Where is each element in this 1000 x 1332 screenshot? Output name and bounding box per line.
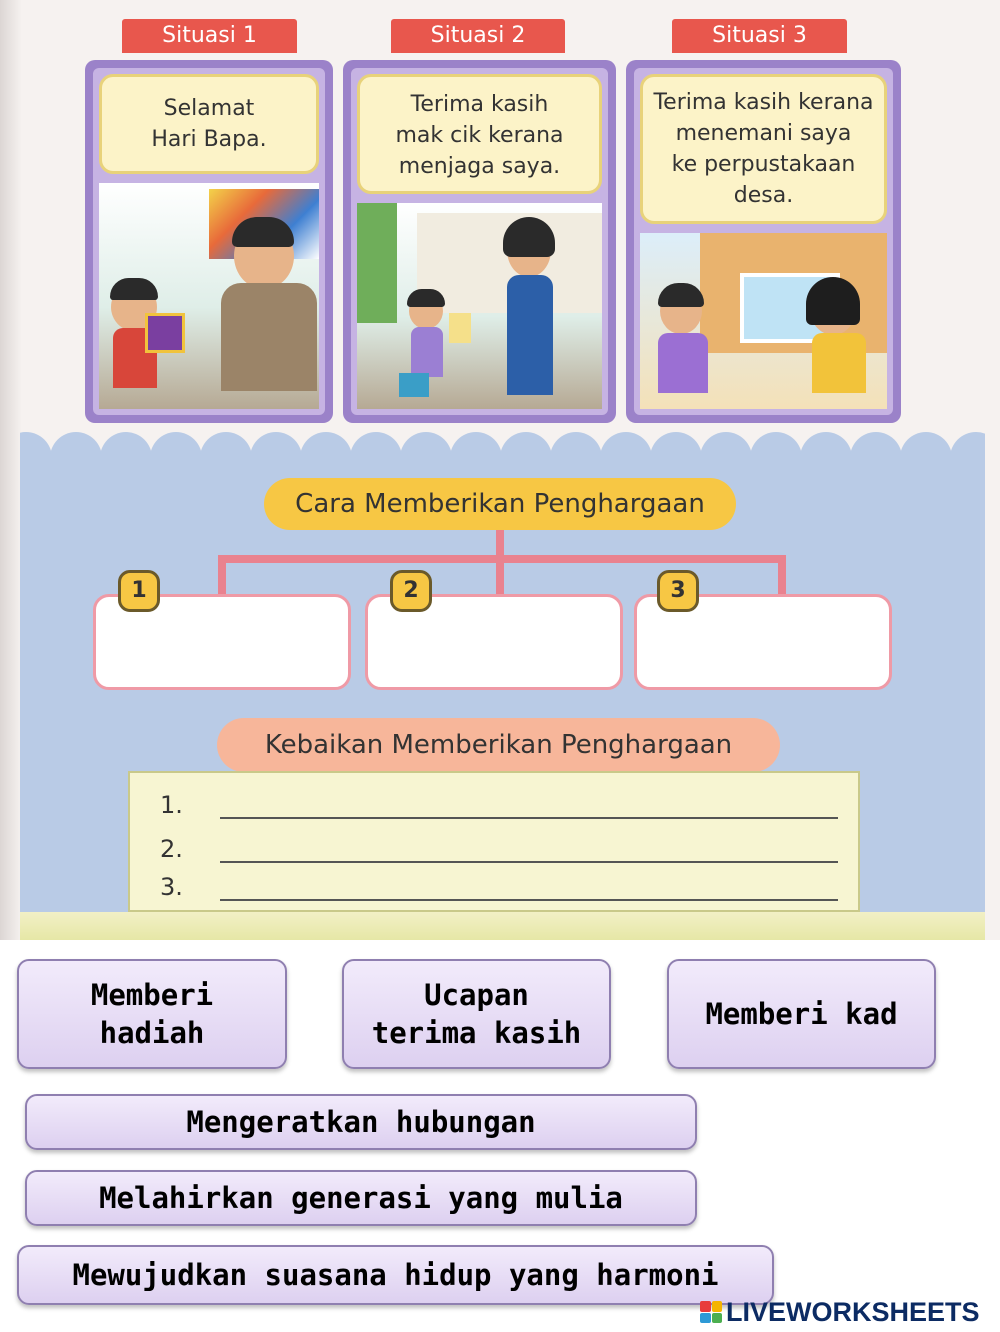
connector-line xyxy=(496,555,504,595)
situation-1-panel xyxy=(85,60,333,423)
choice-ucapan-terima-kasih[interactable] xyxy=(342,959,611,1069)
situation-3-tag: Situasi 3 xyxy=(672,19,847,53)
choice-label-line: hadiah xyxy=(99,1016,205,1050)
choice-mengeratkan-hubungan[interactable] xyxy=(25,1094,697,1150)
situation-3-illustration xyxy=(640,233,887,409)
situation-2-panel xyxy=(343,60,616,423)
answer-line xyxy=(220,861,838,863)
benefit-number: 2. xyxy=(160,835,183,863)
speech-line: menjaga saya. xyxy=(398,154,561,179)
benefit-line-2[interactable] xyxy=(160,829,838,869)
logo-mark-icon xyxy=(700,1301,722,1323)
answer-line xyxy=(220,817,838,819)
diagram-title: Cara Memberikan Penghargaan xyxy=(264,478,736,530)
choice-melahirkan-generasi[interactable] xyxy=(25,1170,697,1226)
connector-line xyxy=(778,555,786,595)
situation-3-panel xyxy=(626,60,901,423)
speech-line: desa. xyxy=(733,183,794,208)
connector-line xyxy=(218,555,226,595)
choice-label-line: Memberi xyxy=(90,978,214,1012)
answer-line xyxy=(220,899,838,901)
situation-1-speech-bubble xyxy=(99,74,319,174)
situation-2-speech-bubble xyxy=(357,74,602,194)
benefit-line-3[interactable] xyxy=(160,867,838,907)
choice-label: Memberi kad xyxy=(705,997,898,1031)
benefit-number: 3. xyxy=(160,873,183,901)
speech-line: Selamat xyxy=(163,96,255,121)
benefits-title: Kebaikan Memberikan Penghargaan xyxy=(217,718,780,772)
number-badge-2: 2 xyxy=(390,570,432,612)
liveworksheets-logo xyxy=(700,1296,995,1328)
choice-label-line: terima kasih xyxy=(371,1016,582,1050)
bottom-strip xyxy=(20,912,985,940)
speech-line: menemani saya xyxy=(675,121,852,146)
benefit-number: 1. xyxy=(160,791,183,819)
benefit-line-1[interactable] xyxy=(160,785,838,825)
number-badge-3: 3 xyxy=(657,570,699,612)
speech-line: Terima kasih kerana xyxy=(653,90,874,115)
benefits-list xyxy=(128,771,860,912)
choice-label: Mengeratkan hubungan xyxy=(186,1105,536,1139)
speech-line: mak cik kerana xyxy=(395,123,564,148)
choice-label: Melahirkan generasi yang mulia xyxy=(99,1181,623,1215)
choice-mewujudkan-suasana[interactable] xyxy=(17,1245,774,1305)
choice-memberi-kad[interactable] xyxy=(667,959,936,1069)
situation-1-illustration xyxy=(99,183,319,409)
choice-label: Mewujudkan suasana hidup yang harmoni xyxy=(72,1258,719,1292)
situation-3-speech-bubble xyxy=(640,74,887,224)
speech-line: Hari Bapa. xyxy=(151,127,267,152)
choice-memberi-hadiah[interactable] xyxy=(17,959,287,1069)
logo-text: LIVEWORKSHEETS xyxy=(726,1296,980,1327)
choice-label-line: Ucapan xyxy=(424,978,529,1012)
page-fold-shadow xyxy=(0,0,22,940)
situation-1-tag: Situasi 1 xyxy=(122,19,297,53)
situation-2-tag: Situasi 2 xyxy=(391,19,565,53)
speech-line: Terima kasih xyxy=(410,92,549,117)
speech-line: ke perpustakaan xyxy=(671,152,856,177)
number-badge-1: 1 xyxy=(118,570,160,612)
situation-2-illustration xyxy=(357,203,602,409)
